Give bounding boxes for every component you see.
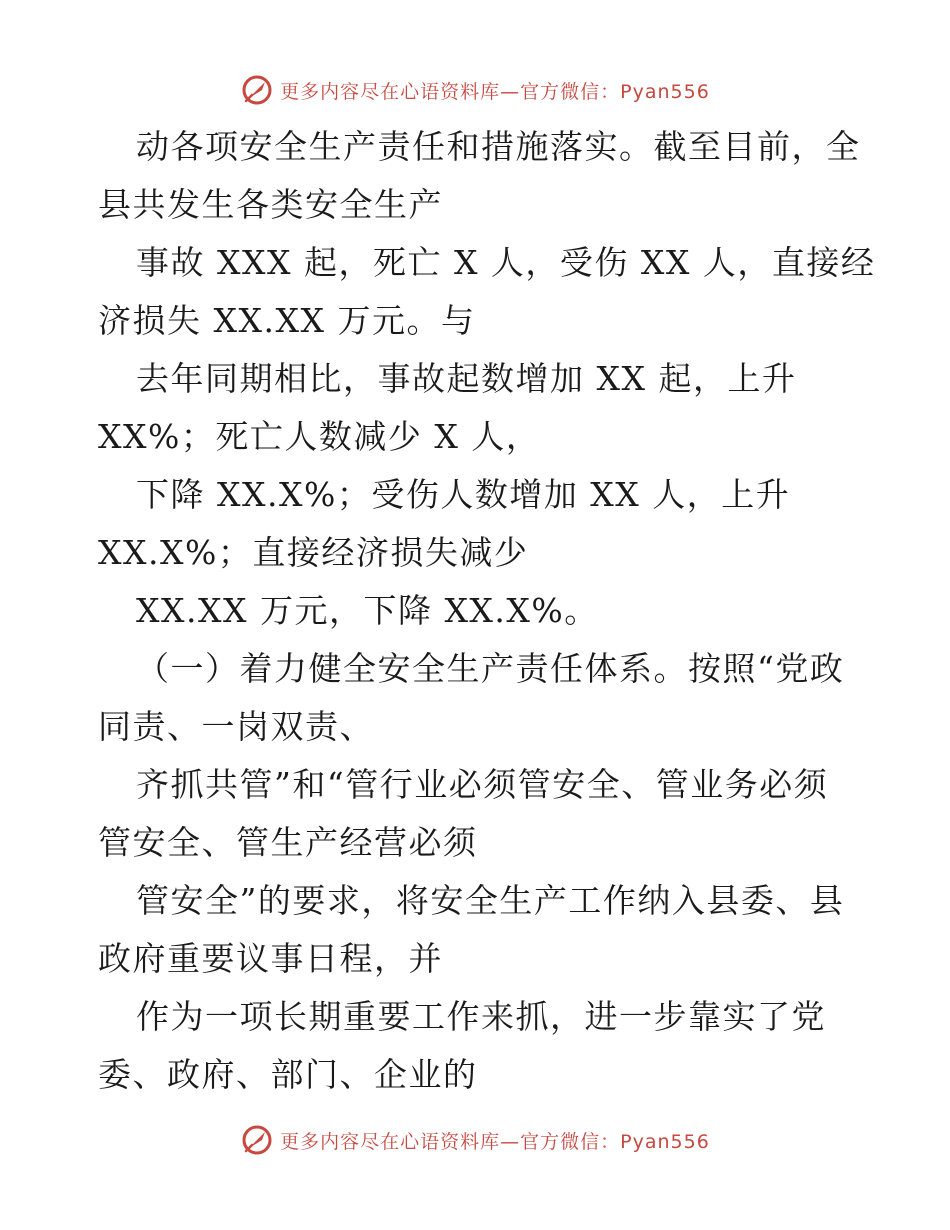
- text-line: （一）着力健全安全生产责任体系。按照“党政: [136, 649, 845, 688]
- text-line: XX.X%；直接经济损失减少: [98, 533, 529, 572]
- text-line: 济损失 XX.XX 万元。与: [98, 301, 476, 340]
- quill-logo-icon: [240, 1123, 274, 1157]
- watermark-text: 更多内容尽在心语资料库—官方微信：Pyan556: [280, 1130, 710, 1153]
- text-line: XX.XX 万元，下降 XX.X%。: [136, 591, 599, 630]
- footer-watermark: [0, 1120, 950, 1160]
- header-watermark: [0, 70, 950, 110]
- text-line: 齐抓共管”和“管行业必须管安全、管业务必须: [136, 765, 829, 804]
- quill-logo-icon: [240, 73, 274, 107]
- text-line: 政府重要议事日程，并: [98, 939, 443, 978]
- watermark-text: 更多内容尽在心语资料库—官方微信：Pyan556: [280, 80, 710, 103]
- text-line: 事故 XXX 起，死亡 X 人，受伤 XX 人，直接经: [136, 243, 876, 282]
- text-line: 下降 XX.X%；受伤人数增加 XX 人，上升: [136, 475, 791, 514]
- text-line: XX%；死亡人数减少 X 人，: [98, 417, 541, 456]
- text-line: 管安全、管生产经营必须: [98, 823, 478, 862]
- text-line: 委、政府、部门、企业的: [98, 1055, 478, 1094]
- document-body: [98, 118, 876, 1104]
- text-line: 去年同期相比，事故起数增加 XX 起，上升: [136, 359, 797, 398]
- text-line: 县共发生各类安全生产: [98, 185, 443, 224]
- text-line: 同责、一岗双责、: [98, 707, 374, 746]
- text-line: 作为一项长期重要工作来抓，进一步靠实了党: [136, 997, 826, 1036]
- text-line: 动各项安全生产责任和措施落实。截至目前，全: [136, 127, 861, 166]
- text-line: 管安全”的要求，将安全生产工作纳入县委、县: [136, 881, 845, 920]
